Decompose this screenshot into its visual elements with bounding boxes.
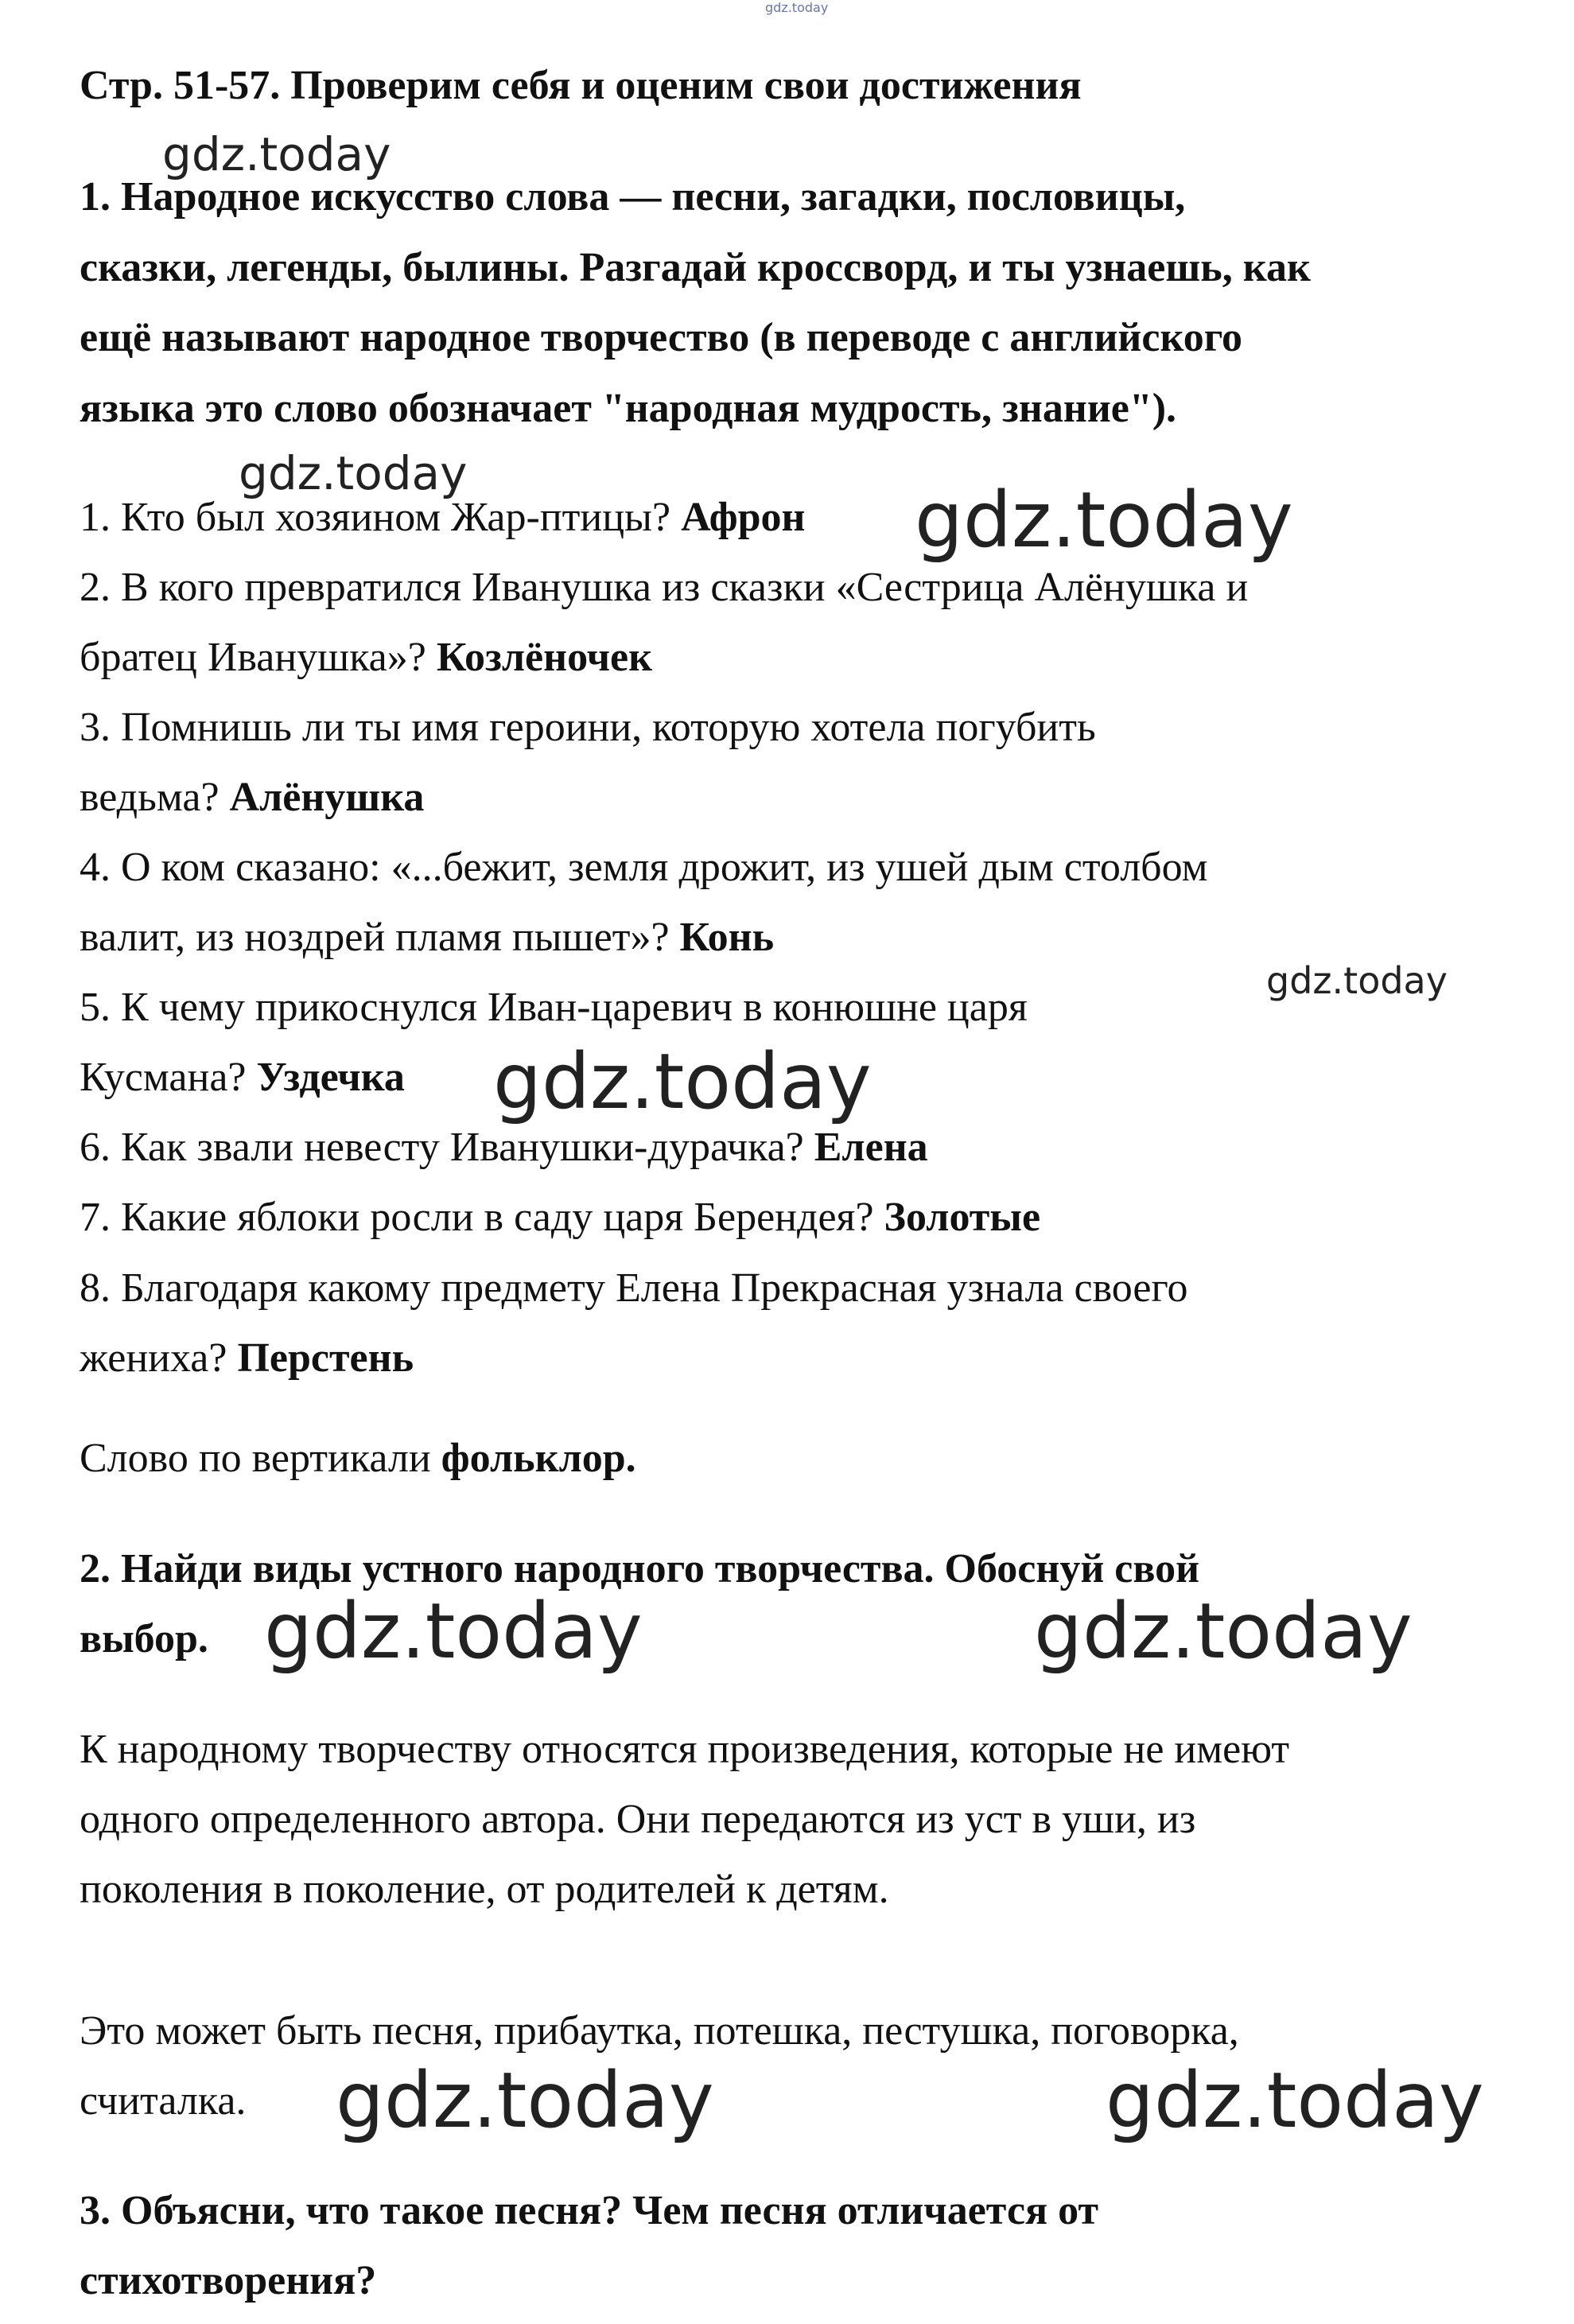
- answer-5: Уздечка: [256, 1055, 405, 1100]
- watermark: gdz.today: [1266, 959, 1448, 1002]
- task1-heading-line-3: ещё называют народное творчество (в переводе с английского: [80, 315, 1243, 360]
- watermark: gdz.today: [264, 1587, 643, 1676]
- task2-para1-line-3: поколения в поколение, от родителей к детям.: [80, 1867, 889, 1912]
- question-4-line-1: 4. О ком сказано: «...бежит, земля дрожит, из ушей дым столбом: [80, 845, 1208, 890]
- task1-heading-line-4: языка это слово обозначает "народная мудрость, знание").: [80, 386, 1177, 431]
- answer-3: Алёнушка: [229, 775, 425, 820]
- question-8-line-1: 8. Благодаря какому предмету Елена Прекрасная узнала своего: [80, 1265, 1188, 1311]
- answer-4: Конь: [679, 915, 775, 960]
- question-6: 6. Как звали невесту Иванушки-дурачка? Елена: [80, 1125, 928, 1170]
- task2-para2-line-2: считалка.: [80, 2078, 247, 2124]
- answer-8: Перстень: [237, 1335, 414, 1381]
- question-7: 7. Какие яблоки росли в саду царя Берендея? Золотые: [80, 1195, 1041, 1240]
- task2-heading-line-2: выбор.: [80, 1616, 208, 1661]
- task2-para1-line-2: одного определенного автора. Они передаются из уст в уши, из: [80, 1797, 1196, 1842]
- vertical-answer: фольклор.: [441, 1436, 636, 1481]
- task1-heading-line-1: 1. Народное искусство слова — песни, загадки, пословицы,: [80, 174, 1186, 220]
- watermark: gdz.today: [915, 476, 1293, 565]
- answer-6: Елена: [814, 1125, 928, 1170]
- question-3-line-2: ведьма? Алёнушка: [80, 775, 425, 820]
- question-1: 1. Кто был хозяином Жар-птицы? Афрон: [80, 495, 806, 540]
- question-8-line-2: жениха? Перстень: [80, 1335, 414, 1381]
- watermark: gdz.today: [162, 127, 391, 181]
- watermark: gdz.today: [239, 446, 468, 500]
- page-title: Стр. 51-57. Проверим себя и оценим свои достижения: [80, 63, 1082, 108]
- task2-para2-line-1: Это может быть песня, прибаутка, потешка, пестушка, поговорка,: [80, 2008, 1239, 2054]
- watermark: gdz.today: [1034, 1587, 1413, 1676]
- question-4-line-2: валит, из ноздрей пламя пышет»? Конь: [80, 915, 775, 960]
- task3-heading-line-2: стихотворения?: [80, 2258, 377, 2303]
- watermark: gdz.today: [493, 1037, 872, 1126]
- answer-2: Козлёночек: [436, 635, 653, 680]
- question-2-line-2: братец Иванушка»? Козлёночек: [80, 635, 653, 680]
- answer-1: Афрон: [681, 495, 806, 540]
- question-5-line-1: 5. К чему прикоснулся Иван-царевич в конюшне царя: [80, 985, 1028, 1030]
- task2-heading-line-1: 2. Найди виды устного народного творчества. Обоснуй свой: [80, 1546, 1200, 1591]
- question-5-line-2: Кусмана? Уздечка: [80, 1055, 405, 1100]
- task2-para1-line-1: К народному творчеству относятся произведения, которые не имеют: [80, 1727, 1290, 1772]
- answer-7: Золотые: [884, 1195, 1041, 1240]
- vertical-word: Слово по вертикали фольклор.: [80, 1436, 636, 1481]
- task3-heading-line-1: 3. Объясни, что такое песня? Чем песня отличается от: [80, 2188, 1099, 2233]
- question-2-line-1: 2. В кого превратился Иванушка из сказки «Сестрица Алёнушка и: [80, 565, 1249, 610]
- watermark: gdz.today: [336, 2056, 714, 2145]
- header-watermark: gdz.today: [765, 0, 829, 15]
- task1-heading-line-2: сказки, легенды, былины. Разгадай кроссворд, и ты узнаешь, как: [80, 245, 1311, 290]
- question-3-line-1: 3. Помнишь ли ты имя героини, которую хотела погубить: [80, 705, 1096, 750]
- watermark: gdz.today: [1106, 2056, 1484, 2145]
